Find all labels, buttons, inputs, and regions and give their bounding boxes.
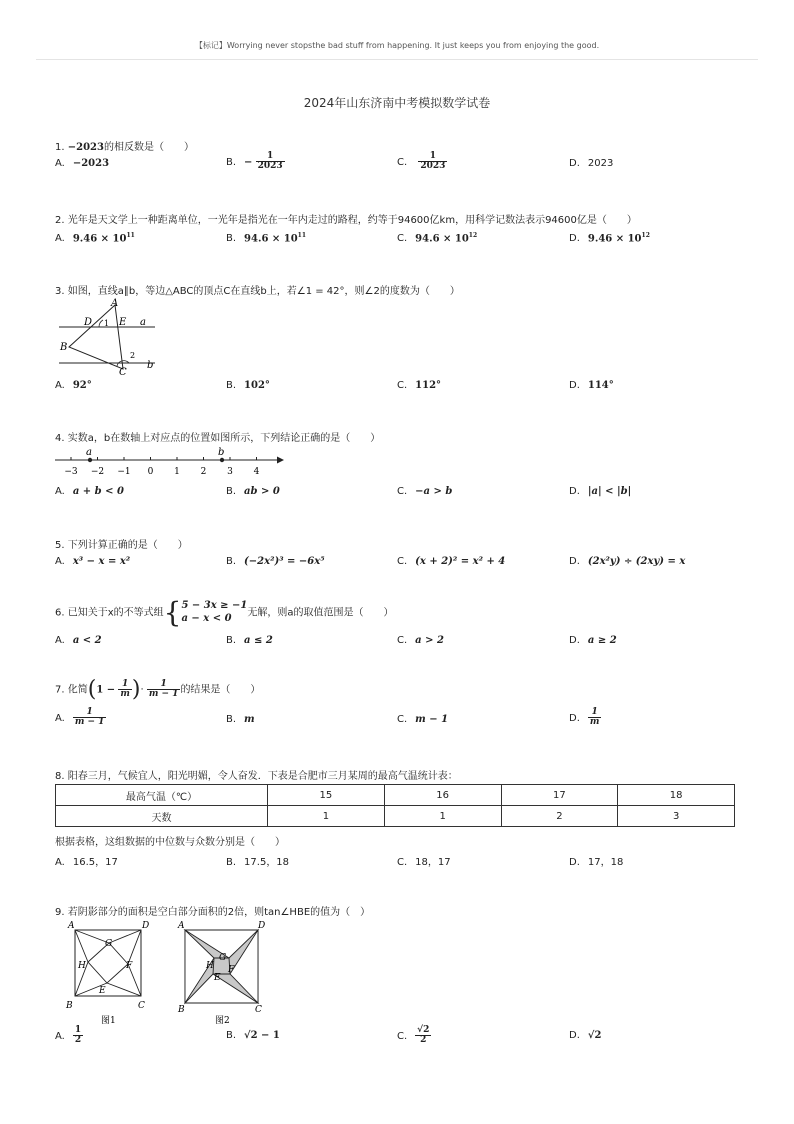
- option-label: C.: [397, 556, 408, 567]
- option-label: B.: [226, 556, 237, 567]
- q3-option-d[interactable]: [569, 380, 614, 391]
- q8-option-a[interactable]: [55, 853, 118, 868]
- option-value: m − 1: [415, 714, 449, 725]
- option-value: 92°: [72, 380, 92, 391]
- axis-tick-label: −1: [117, 467, 131, 477]
- q8-followup: 根据表格，这组数据的中位数与众数分别是（ ）: [55, 837, 285, 848]
- segment-ce: [107, 983, 141, 996]
- option-value: −a > b: [415, 486, 453, 497]
- option-root: √2: [244, 1030, 258, 1041]
- option-label: D.: [569, 486, 580, 497]
- fraction-numerator: √2: [417, 1025, 430, 1035]
- option-label: A.: [55, 556, 65, 567]
- figure-1-caption: 图1: [101, 1016, 116, 1026]
- option-fraction: [418, 152, 447, 172]
- option-label: C.: [397, 714, 408, 725]
- table-cell: 16: [384, 785, 501, 806]
- option-label: A.: [55, 857, 65, 868]
- label-G: G: [219, 953, 227, 963]
- label-D: D: [142, 921, 150, 931]
- q2-option-d[interactable]: [569, 232, 650, 244]
- option-label: B.: [226, 233, 237, 245]
- q8-option-d[interactable]: [569, 853, 623, 868]
- option-value: 114°: [587, 380, 614, 391]
- q5-option-b[interactable]: [226, 556, 325, 567]
- q6-suffix: 无解，则a的取值范围是（ ）: [247, 607, 394, 619]
- label-B: B: [66, 1001, 73, 1011]
- q5-option-d[interactable]: [569, 556, 685, 567]
- right-paren: ): [131, 677, 141, 702]
- q9-figure-1: [60, 916, 160, 1028]
- header-note: 【标记】Worrying never stopsthe bad stuff from happening. It just keeps you from enjoying the good.: [194, 41, 600, 50]
- table-cell: 3: [618, 806, 735, 827]
- option-value: |a| < |b|: [587, 486, 632, 497]
- q5-option-c[interactable]: [397, 556, 505, 567]
- segment-gd: [109, 930, 141, 943]
- q4-option-c[interactable]: [397, 486, 452, 497]
- table-row: [56, 806, 735, 827]
- option-value: 112°: [415, 380, 442, 391]
- label-A: A: [68, 921, 75, 931]
- option-fraction: [588, 708, 602, 728]
- q4-option-b[interactable]: [226, 486, 280, 497]
- option-label: B.: [226, 1030, 237, 1041]
- q2-option-c[interactable]: [397, 232, 477, 244]
- option-sign: −: [244, 156, 253, 168]
- option-value: a ≥ 2: [587, 635, 617, 646]
- inequality-2: a − x < 0: [181, 612, 232, 624]
- triangle-abc: [69, 305, 123, 369]
- label-E: E: [214, 973, 221, 983]
- option-value: 2023: [587, 158, 614, 169]
- label-a: a: [140, 317, 146, 328]
- segment-ha: [75, 930, 88, 962]
- option-label: D.: [569, 233, 580, 245]
- q1-option-d[interactable]: [569, 158, 613, 169]
- table-cell: 最高气温（℃）: [56, 785, 268, 806]
- axis-tick-label: 1: [174, 467, 180, 477]
- option-label: C.: [397, 156, 408, 168]
- q7-option-c[interactable]: [397, 714, 448, 725]
- table-cell: 2: [501, 806, 618, 827]
- option-value: 16.5，17: [72, 857, 118, 868]
- q9-option-a[interactable]: [55, 1026, 83, 1046]
- fraction-denominator: 2023: [420, 161, 446, 172]
- label-B: B: [178, 1005, 185, 1015]
- q6-option-b[interactable]: [226, 635, 273, 646]
- option-label: D.: [569, 635, 580, 646]
- option-label: A.: [55, 233, 65, 245]
- fraction-denominator: m − 1: [74, 717, 105, 728]
- q1-number: 1.: [55, 142, 65, 153]
- option-value: x³ − x = x²: [72, 556, 131, 567]
- option-label: A.: [55, 486, 65, 497]
- q9-figure-2: [175, 916, 275, 1028]
- label-H: H: [206, 961, 214, 971]
- fraction-denominator: m − 1: [148, 689, 179, 699]
- option-label: C.: [397, 380, 408, 391]
- option-value: 17.5，18: [244, 857, 290, 868]
- label-E: E: [119, 317, 127, 328]
- inequality-system: [181, 600, 247, 625]
- label-A: A: [111, 298, 119, 309]
- label-F: F: [228, 965, 235, 975]
- option-label: D.: [569, 556, 580, 567]
- q7-option-a[interactable]: [55, 708, 106, 728]
- option-value: 18，17: [415, 857, 451, 868]
- q7-one-minus: 1 −: [96, 684, 116, 696]
- axis-tick-label: 3: [227, 467, 233, 477]
- q9-option-b[interactable]: [226, 1030, 280, 1041]
- label-b: b: [147, 360, 154, 371]
- table-cell: 18: [618, 785, 735, 806]
- inner-square-efgh: [88, 943, 128, 983]
- option-label: A.: [55, 712, 65, 724]
- label-a: a: [86, 447, 92, 458]
- option-label: B.: [226, 714, 237, 725]
- option-value: − 1: [257, 1030, 280, 1041]
- fraction-denominator: 2: [74, 1035, 82, 1046]
- option-label: B.: [226, 156, 237, 168]
- option-value: 94.6 × 10: [244, 233, 298, 245]
- option-fraction: [415, 1026, 431, 1046]
- q6-option-c[interactable]: [397, 635, 444, 646]
- page-title: 2024年山东济南中考模拟数学试卷: [303, 96, 491, 110]
- fraction-denominator: 2023: [257, 161, 283, 172]
- header-divider: [36, 59, 758, 60]
- option-value: a < 2: [72, 635, 102, 646]
- q3-option-a[interactable]: [55, 380, 92, 391]
- q1-option-a[interactable]: [55, 158, 109, 169]
- table-cell: 1: [384, 806, 501, 827]
- option-label: A.: [55, 380, 65, 391]
- option-value: 9.46 × 10: [587, 233, 642, 245]
- q6-option-a[interactable]: [55, 635, 102, 646]
- multiply-dot: ·: [140, 684, 144, 696]
- option-label: A.: [55, 1030, 65, 1042]
- option-label: D.: [569, 857, 580, 868]
- left-paren: (: [87, 677, 97, 702]
- q2-option-b[interactable]: [226, 232, 306, 244]
- q6-option-d[interactable]: [569, 635, 617, 646]
- option-value: a + b < 0: [72, 486, 124, 497]
- q9-option-c[interactable]: [397, 1026, 431, 1046]
- fraction-denominator: 2: [420, 1035, 427, 1046]
- q5-option-a[interactable]: [55, 556, 130, 567]
- option-value: 94.6 × 10: [415, 233, 469, 245]
- temperature-table: [55, 784, 735, 827]
- option-fraction: [73, 1026, 83, 1046]
- system-brace: {: [163, 596, 182, 629]
- point-b: [220, 458, 224, 462]
- q7-fraction-1: [118, 680, 132, 700]
- q1-text: 的相反数是（ ）: [103, 142, 194, 153]
- table-row: [56, 785, 735, 806]
- question-4: 4. 实数a，b在数轴上对应点的位置如图所示，下列结论正确的是（ ）: [55, 433, 381, 444]
- q3-option-b[interactable]: [226, 380, 270, 391]
- option-value: 102°: [244, 380, 270, 391]
- option-value: a ≤ 2: [244, 635, 273, 646]
- inequality-1: 5 − 3x ≥ −1: [181, 600, 248, 611]
- option-label: C.: [397, 1030, 408, 1042]
- fraction-numerator: 1: [588, 708, 602, 718]
- table-cell: 天数: [56, 806, 268, 827]
- question-2: 2. 光年是天文学上一种距离单位，一光年是指光在一年内走过的路程，约等于94600亿km，用科学记数法表示94600亿是（ ）: [55, 215, 637, 226]
- label-F: F: [126, 961, 133, 971]
- q1-option-b[interactable]: [226, 152, 285, 172]
- table-cell: 1: [268, 806, 385, 827]
- label-C: C: [255, 1005, 262, 1015]
- option-label: D.: [569, 712, 580, 724]
- axis-tick-label: 0: [147, 467, 154, 477]
- option-exponent: 12: [641, 232, 650, 239]
- angle-2-label: 2: [130, 351, 136, 360]
- q8-option-b[interactable]: [226, 853, 289, 868]
- label-C: C: [138, 1001, 145, 1011]
- option-label: B.: [226, 486, 237, 497]
- question-3: 3. 如图，直线a∥b，等边△ABC的顶点C在直线b上，若∠1 = 42°，则∠2的度数为（ ）: [55, 286, 460, 297]
- axis-tick-label: 4: [253, 467, 260, 477]
- q6-prefix: 6. 已知关于x的不等式组: [55, 607, 164, 619]
- table-cell: 15: [268, 785, 385, 806]
- angle-1-label: 1: [104, 319, 110, 328]
- fraction-numerator: 1: [74, 1025, 82, 1035]
- label-C: C: [119, 367, 127, 376]
- option-exponent: 11: [297, 232, 307, 239]
- option-value: 9.46 × 10: [72, 233, 127, 245]
- label-A: A: [178, 921, 185, 931]
- axis-tick-label: −2: [90, 467, 105, 477]
- label-B: B: [60, 342, 68, 353]
- option-value: √2: [587, 1030, 602, 1041]
- option-label: D.: [569, 158, 580, 169]
- fraction-numerator: 1: [73, 708, 107, 718]
- label-H: H: [78, 961, 86, 971]
- fraction-numerator: 1: [418, 152, 447, 162]
- option-label: D.: [569, 1030, 580, 1041]
- question-8: 8. 阳春三月，气候宜人，阳光明媚，令人奋发．下表是合肥市三月某周的最高气温统计表：: [55, 771, 458, 782]
- q2-option-a[interactable]: [55, 232, 135, 244]
- q9-option-d[interactable]: [569, 1030, 601, 1041]
- fraction-numerator: 1: [256, 152, 285, 162]
- label-b: b: [218, 447, 225, 458]
- q4-number-line: [55, 444, 285, 480]
- label-E: E: [99, 986, 106, 996]
- fraction-denominator: m: [589, 717, 600, 728]
- q1-expression: −2023: [67, 142, 104, 153]
- option-label: B.: [226, 635, 237, 646]
- option-value: ab > 0: [244, 486, 280, 497]
- question-1: [55, 138, 194, 153]
- q3-option-c[interactable]: [397, 380, 441, 391]
- axis-arrow-icon: [277, 457, 284, 464]
- fraction-numerator: 1: [147, 680, 181, 690]
- axis-tick-label: −3: [64, 467, 78, 477]
- option-label: D.: [569, 380, 580, 391]
- q4-option-d[interactable]: [569, 486, 631, 497]
- q1-option-c[interactable]: [397, 152, 447, 172]
- table-cell: 17: [501, 785, 618, 806]
- option-label: A.: [55, 635, 65, 646]
- option-fraction: [256, 152, 285, 172]
- option-value: (−2x²)³ = −6x⁵: [244, 556, 325, 567]
- option-exponent: 11: [126, 232, 135, 239]
- q4-option-a[interactable]: [55, 486, 124, 497]
- option-label: A.: [55, 158, 65, 169]
- option-label: C.: [397, 233, 408, 245]
- option-value: a > 2: [415, 635, 444, 646]
- fraction-denominator: m: [120, 689, 130, 699]
- q7-option-d[interactable]: [569, 708, 601, 728]
- segment-ag: [75, 930, 109, 943]
- label-G: G: [105, 939, 113, 949]
- q7-fraction-2: [147, 680, 181, 700]
- question-9: 9. 若阴影部分的面积是空白部分面积的2倍，则tan∠HBE的值为（ ）: [55, 907, 371, 918]
- q8-option-c[interactable]: [397, 853, 451, 868]
- fraction-numerator: 1: [118, 680, 132, 690]
- q7-option-b[interactable]: [226, 714, 255, 725]
- question-5: 5. 下列计算正确的是（ ）: [55, 540, 188, 551]
- option-label: C.: [397, 635, 408, 646]
- option-value: 17，18: [587, 857, 624, 868]
- option-value: (x + 2)² = x² + 4: [415, 556, 506, 567]
- option-value: (2x²y) ÷ (2xy) = x: [587, 556, 686, 567]
- angle-1-arc: [99, 320, 103, 327]
- point-a: [88, 458, 92, 462]
- option-value: −2023: [72, 158, 110, 169]
- axis-tick-label: 2: [200, 467, 207, 477]
- q7-prefix: 7. 化简: [55, 684, 88, 696]
- option-label: B.: [226, 857, 237, 868]
- question-7: [55, 677, 260, 702]
- option-label: B.: [226, 380, 237, 391]
- label-D: D: [84, 317, 93, 328]
- option-fraction: [73, 708, 107, 728]
- option-label: C.: [397, 486, 408, 497]
- figure-2-caption: 图2: [215, 1016, 230, 1026]
- option-label: C.: [397, 857, 408, 868]
- label-D: D: [258, 921, 266, 931]
- option-value: m: [244, 714, 255, 725]
- question-6: [55, 596, 394, 629]
- segment-df: [128, 930, 141, 964]
- q3-triangle-figure: [55, 296, 165, 376]
- q7-suffix: 的结果是（ ）: [180, 684, 261, 696]
- option-exponent: 12: [468, 232, 478, 239]
